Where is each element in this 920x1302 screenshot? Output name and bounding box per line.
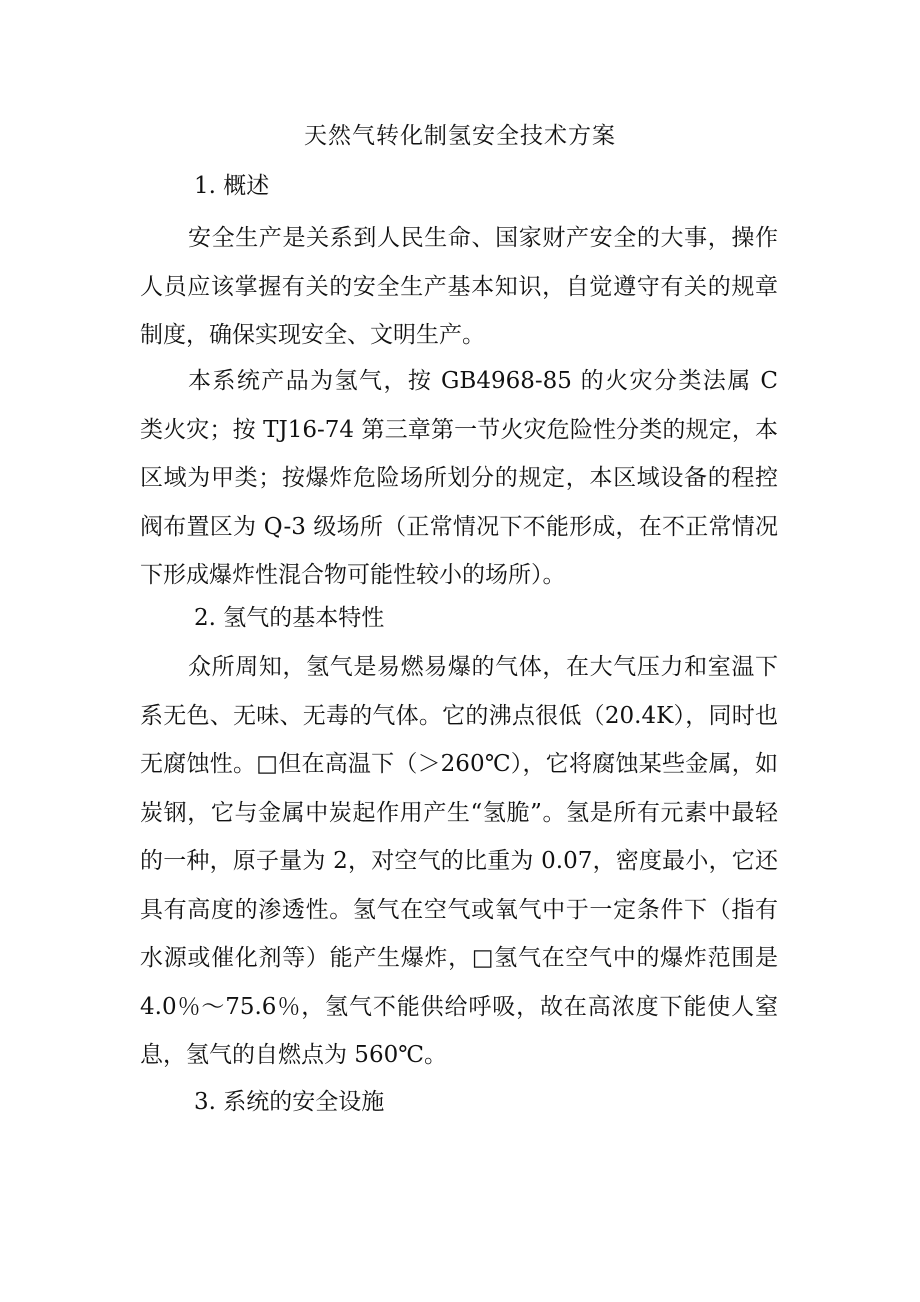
section-heading-safety-facilities: 3. 系统的安全设施 <box>194 1089 385 1115</box>
paragraph-fire-classification: 本系统产品为氢气，按 GB4968-85 的火灾分类法属 C 类火灾；按 TJ16-74 第三章第一节火灾危险性分类的规定，本区域为甲类；按爆炸危险场所划分的规定，本区域设备的程控阀布置区为 Q-3 级场所（正常情况下不能形成，在不正常情况下形成爆炸性混合物可能性较小的场所）。 <box>140 368 778 588</box>
paragraph-safety-intro: 安全生产是关系到人民生命、国家财产安全的大事，操作人员应该掌握有关的安全生产基本知识，自觉遵守有关的规章制度，确保实现安全、文明生产。 <box>140 225 778 348</box>
section-heading-overview: 1. 概述 <box>194 173 270 199</box>
paragraph-hydrogen-properties: 众所周知，氢气是易燃易爆的气体，在大气压力和室温下系无色、无味、无毒的气体。它的沸点很低（20.4K），同时也无腐蚀性。□但在高温下（＞260℃），它将腐蚀某些金属，如炭钢，它与金属中炭起作用产生“氢脆”。氢是所有元素中最轻的一种，原子量为 2，对空气的比重为 0.07，密度最小，它还具有高度的渗透性。氢气在空气或氧气中于一定条件下（指有水源或催化剂等）能产生爆炸，□氢气在空气中的爆炸范围是 4.0％～75.6％，氢气不能供给呼吸，故在高浓度下能使人窒息，氢气的自燃点为 560℃。 <box>140 654 778 1068</box>
document-title: 天然气转化制氢安全技术方案 <box>304 123 616 149</box>
section-heading-hydrogen-properties: 2. 氢气的基本特性 <box>194 605 385 631</box>
